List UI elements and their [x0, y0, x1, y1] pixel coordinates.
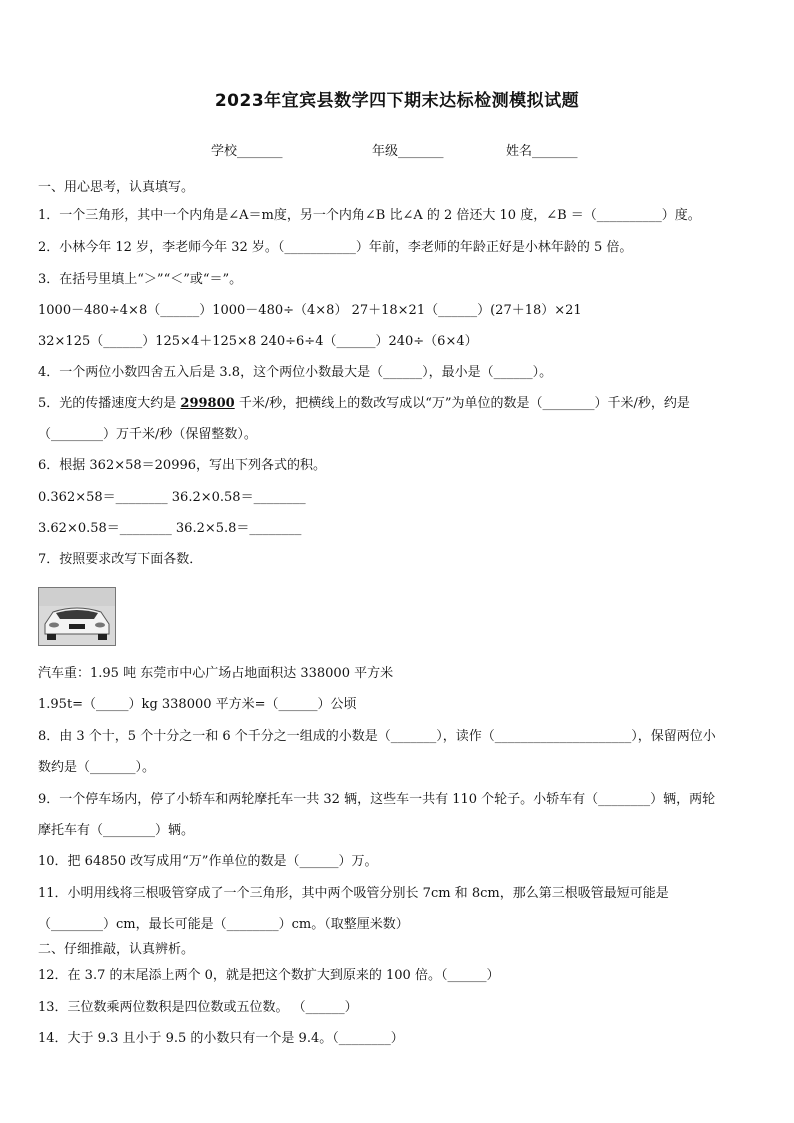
grade-field: 年级_______ [372, 144, 444, 159]
question-6-row-2: 3.62×0.58＝________ 36.2×5.8＝________ [38, 521, 302, 536]
question-5-cont: （________）万千米/秒（保留整数）。 [38, 427, 257, 442]
question-11: 11．小明用线将三根吸管穿成了一个三角形，其中两个吸管分别长 7cm 和 8cm，那么第三根吸管最短可能是 [38, 886, 669, 901]
section-1-heading: 一、用心思考，认真填写。 [38, 180, 195, 195]
question-13: 13．三位数乘两位数积是四位数或五位数。 （______） [38, 1000, 358, 1015]
question-9-cont: 摩托车有（________）辆。 [38, 823, 195, 838]
question-3: 3．在括号里填上“＞”“＜”或“＝”。 [38, 272, 243, 287]
question-5: 5．光的传播速度大约是 299800 千米/秒，把横线上的数改写成以“万”为单位的数是（________）千米/秒，约是 [38, 396, 690, 411]
question-7-conversions: 1.95t=（_____）kg 338000 平方米=（______）公顷 [38, 697, 357, 712]
question-14: 14．大于 9.3 且小于 9.5 的小数只有一个是 9.4。（________） [38, 1031, 404, 1046]
question-3-row-1: 1000－480÷4×8（______）1000－480÷（4×8） 27＋18×21（______）(27＋18）×21 [38, 303, 582, 318]
question-8: 8．由 3 个十，5 个十分之一和 6 个千分之一组成的小数是（_______），读作（_____________________），保留两位小 [38, 729, 716, 744]
question-12: 12．在 3.7 的末尾添上两个 0，就是把这个数扩大到原来的 100 倍。（______） [38, 968, 500, 983]
underlined-number: 299800 [180, 396, 235, 411]
question-11-cont: （________）cm，最长可能是（________）cm。（取整厘米数） [38, 917, 409, 932]
page-title: 2023年宜宾县数学四下期末达标检测模拟试题 [214, 91, 580, 111]
question-6-row-1: 0.362×58＝________ 36.2×0.58＝________ [38, 490, 306, 505]
car-image [38, 587, 116, 646]
question-7-items: 汽车重：1.95 吨 东莞市中心广场占地面积达 338000 平方米 [38, 666, 394, 681]
question-2: 2．小林今年 12 岁，李老师今年 32 岁。（___________）年前，李老师的年龄正好是小林年龄的 5 倍。 [38, 240, 633, 255]
question-1: 1．一个三角形，其中一个内角是∠A＝m度，另一个内角∠B 比∠A 的 2 倍还大 10 度，∠B ＝（__________）度。 [38, 208, 701, 223]
section-2-heading: 二、仔细推敲，认真辨析。 [38, 942, 195, 957]
question-7: 7．按照要求改写下面各数． [38, 552, 203, 567]
question-10: 10．把 64850 改写成用“万”作单位的数是（______）万。 [38, 854, 378, 869]
question-6: 6．根据 362×58＝20996，写出下列各式的积。 [38, 458, 327, 473]
name-field: 姓名_______ [506, 144, 578, 159]
question-3-row-2: 32×125（______）125×4＋125×8 240÷6÷4（______）240÷（6×4） [38, 334, 478, 349]
question-8-cont: 数约是（_______）。 [38, 760, 156, 775]
question-4: 4．一个两位小数四舍五入后是 3.8，这个两位小数最大是（______），最小是（______）。 [38, 365, 553, 380]
question-9: 9．一个停车场内，停了小轿车和两轮摩托车一共 32 辆，这些车一共有 110 个轮子。小轿车有（________）辆，两轮 [38, 792, 716, 807]
school-field: 学校_______ [211, 144, 283, 159]
